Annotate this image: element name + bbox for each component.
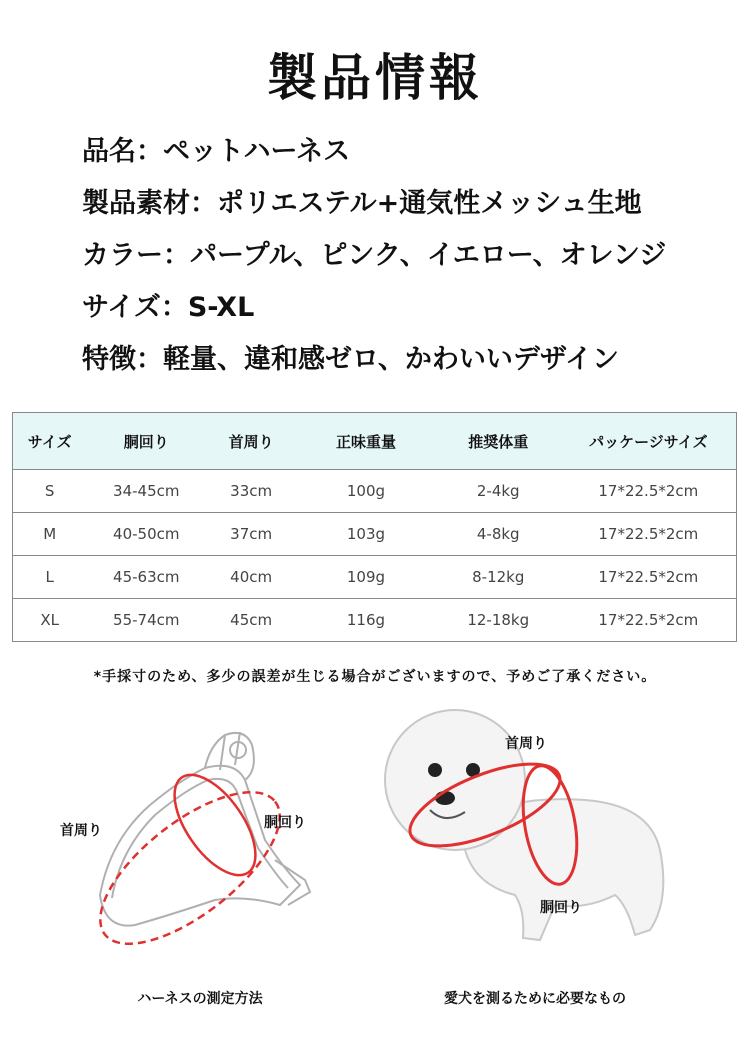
header-size: サイズ [13,413,87,470]
harness-chest-label: 胴回り [264,815,306,831]
cell-weight: 103g [296,513,436,556]
dog-chest-label: 胴回り [540,900,582,916]
dog-neck-label: 首周り [505,736,547,752]
cell-chest: 34-45cm [86,470,206,513]
cell-chest: 45-63cm [86,556,206,599]
info-colors: カラー：パープル、ピンク、イエロー、オレンジ [82,240,667,271]
cell-package-size: 17*22.5*2cm [561,556,737,599]
cell-package-size: 17*22.5*2cm [561,513,737,556]
product-info-list [82,130,666,390]
info-features: 特徴：軽量、違和感ゼロ、かわいいデザイン [82,344,620,375]
cell-recommended-weight: 2-4kg [436,470,561,513]
cell-recommended-weight: 4-8kg [436,513,561,556]
cell-package-size: 17*22.5*2cm [561,599,737,642]
header-neck: 首周り [206,413,296,470]
cell-weight: 100g [296,470,436,513]
info-sizes: サイズ：S-XL [82,292,255,323]
cell-size: L [13,556,87,599]
header-chest: 胴回り [86,413,206,470]
header-package-size: パッケージサイズ [561,413,737,470]
cell-chest: 40-50cm [86,513,206,556]
cell-size: M [13,513,87,556]
table-row [13,599,737,642]
cell-neck: 37cm [206,513,296,556]
cell-size: S [13,470,87,513]
cell-package-size: 17*22.5*2cm [561,470,737,513]
cell-neck: 33cm [206,470,296,513]
cell-neck: 45cm [206,599,296,642]
cell-weight: 116g [296,599,436,642]
table-row [13,513,737,556]
cell-size: XL [13,599,87,642]
measurement-note: *手採寸のため、多少の誤差が生じる場合がございますので、予めご了承ください。 [93,669,657,685]
dog-caption: 愛犬を測るために必要なもの [444,991,626,1007]
header-weight: 正味重量 [296,413,436,470]
cell-recommended-weight: 8-12kg [436,556,561,599]
table-row [13,556,737,599]
dog-eye-left [428,763,442,777]
info-material: 製品素材：ポリエステル+通気性メッシュ生地 [82,188,642,219]
table-header-row [13,413,737,470]
cell-chest: 55-74cm [86,599,206,642]
cell-weight: 109g [296,556,436,599]
harness-neck-label: 首周り [60,823,102,839]
info-product-name: 品名：ペットハーネス [82,136,351,167]
harness-illustration [40,720,370,970]
harness-chest-measure-line [159,761,271,888]
header-recommended-weight: 推奨体重 [436,413,561,470]
page-title: 製品情報 [267,49,483,107]
harness-neck-measure-line [77,765,304,970]
harness-caption: ハーネスの測定方法 [137,991,263,1007]
size-table [12,412,737,642]
cell-recommended-weight: 12-18kg [436,599,561,642]
cell-neck: 40cm [206,556,296,599]
table-row [13,470,737,513]
